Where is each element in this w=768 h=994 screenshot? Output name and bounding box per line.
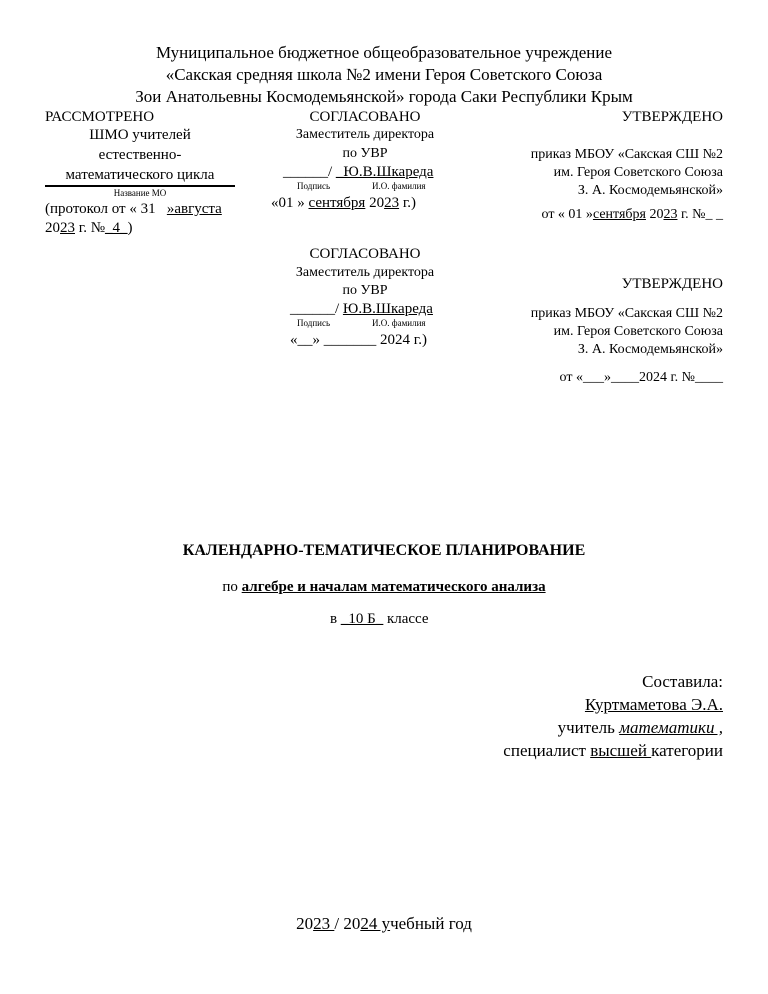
reviewed-org-line-2: естественно- (98, 147, 182, 163)
author-label: Составила: (642, 672, 723, 691)
approved1-order-line-3: З. А. Космодемьянской» (577, 183, 723, 198)
agreed1-caption-name: И.О. фамилия (372, 181, 426, 191)
agreed2-role-line-2: по УВР (342, 283, 388, 298)
approved1-date: от « 01 »сентября 2023 г. №_ _ (541, 207, 723, 222)
author-position: учитель математики , (557, 718, 723, 737)
school-header-line-3: Зои Анатольевны Космодемьянской» города Саки Республики Крым (135, 87, 633, 106)
approved1-order-line-1: приказ МБОУ «Сакская СШ №2 (530, 147, 723, 162)
reviewed-org-line-1: ШМО учителей (89, 127, 191, 143)
approved2-order-line-3: З. А. Космодемьянской» (577, 342, 723, 357)
document-title: КАЛЕНДАРНО-ТЕМАТИЧЕСКОЕ ПЛАНИРОВАНИЕ (182, 542, 586, 559)
class-line: в _10 Б_ классе (330, 611, 429, 627)
reviewed-divider (45, 185, 235, 187)
approved2-date: от «___»____2024 г. №____ (559, 370, 723, 385)
approved1-title: УТВЕРЖДЕНО (621, 109, 723, 125)
agreed2-role-line-1: Заместитель директора (295, 265, 435, 280)
agreed2-title: СОГЛАСОВАНО (309, 246, 421, 262)
agreed2-date: «__» _______ 2024 г.) (290, 332, 427, 348)
agreed1-role-line-2: по УВР (342, 146, 388, 161)
reviewed-caption: Название МО (113, 188, 167, 198)
school-header-line-2: «Сакская средняя школа №2 имени Героя Советского Союза (165, 65, 603, 84)
agreed2-signature: ______/ Ю.В.Шкареда (290, 301, 433, 317)
agreed1-date: «01 » сентября 2023 г.) (271, 195, 417, 211)
reviewed-org-line-3: математического цикла (65, 167, 215, 183)
school-header-line-1: Муниципальное бюджетное общеобразовательное учреждение (155, 43, 613, 62)
agreed1-role-line-1: Заместитель директора (295, 127, 435, 142)
approved2-order-line-1: приказ МБОУ «Сакская СШ №2 (530, 306, 723, 321)
approved2-title: УТВЕРЖДЕНО (621, 276, 723, 292)
agreed1-caption-sign: Подпись (297, 181, 331, 191)
agreed2-caption-name: И.О. фамилия (372, 318, 426, 328)
reviewed-protocol-line-1: (протокол от « 31 »августа (45, 201, 222, 217)
agreed2-caption-sign: Подпись (297, 318, 331, 328)
subject-line: по алгебре и началам математического анализа (222, 579, 546, 595)
approved2-order-line-2: им. Героя Советского Союза (553, 324, 723, 339)
academic-year: 2023 / 2024 учебный год (296, 914, 472, 933)
agreed1-signature: ______/ _Ю.В.Шкареда (283, 164, 434, 180)
reviewed-protocol-line-2: 2023 г. №_4_) (45, 220, 133, 236)
author-category: специалист высшей категории (503, 741, 723, 760)
agreed1-title: СОГЛАСОВАНО (309, 109, 421, 125)
approved1-order-line-2: им. Героя Советского Союза (553, 165, 723, 180)
author-name: Куртмаметова Э.А. (584, 695, 723, 714)
reviewed-title: РАССМОТРЕНО (45, 109, 155, 125)
